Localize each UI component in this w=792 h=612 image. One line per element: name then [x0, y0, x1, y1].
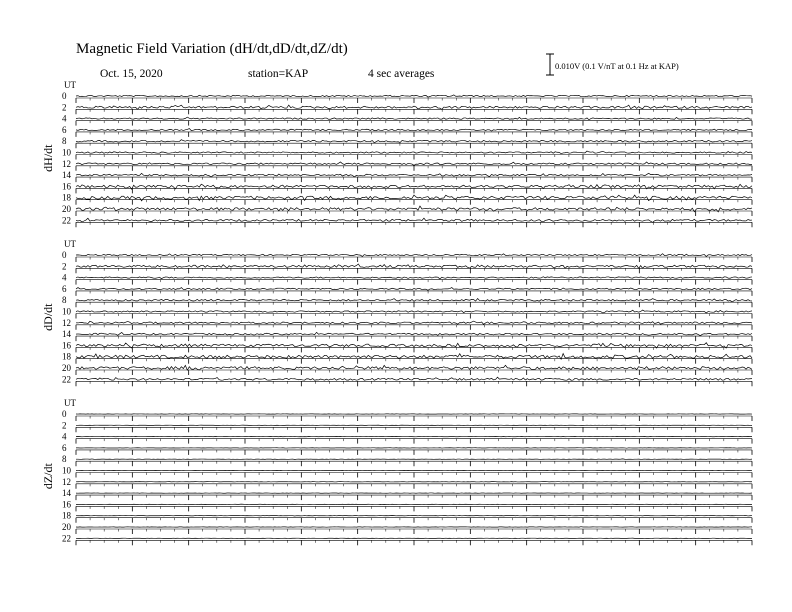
hour-label: 16: [62, 499, 71, 510]
trace-line: [76, 254, 752, 257]
hour-label: 6: [62, 283, 67, 294]
hour-label: 16: [62, 181, 71, 192]
hour-label: 2: [62, 420, 67, 431]
trace-line: [76, 365, 752, 370]
trace-line: [76, 151, 752, 154]
trace-line: [76, 288, 752, 291]
hour-label: 0: [62, 250, 67, 260]
trace-line: [76, 105, 752, 109]
trace-line: [76, 459, 752, 460]
scale-bar: [546, 54, 679, 75]
hour-label: 18: [62, 351, 71, 362]
panels: [41, 80, 752, 545]
hour-label: 4: [62, 272, 67, 283]
trace-line: [76, 377, 752, 380]
hour-label: 22: [62, 215, 71, 226]
hour-label: 4: [62, 113, 67, 124]
trace-line: [76, 162, 752, 165]
trace-line: [76, 173, 752, 177]
chart-title: Magnetic Field Variation (dH/dt,dD/dt,dZ/dt): [76, 41, 348, 57]
scale-bar-label: 0.010V (0.1 V/nT at 0.1 Hz at KAP): [555, 61, 679, 71]
hour-label: 16: [62, 340, 71, 351]
hour-label: 18: [62, 510, 71, 521]
trace-line: [76, 117, 752, 120]
hour-label: 10: [62, 465, 71, 476]
hour-label: 20: [62, 522, 71, 532]
hour-label: 18: [62, 192, 71, 203]
hour-label: 0: [62, 91, 67, 101]
trace-line: [76, 264, 752, 268]
panel-label: dD/dt: [41, 303, 55, 331]
trace-line: [76, 332, 752, 335]
trace-line: [76, 129, 752, 131]
hour-label: 6: [62, 442, 67, 453]
hour-label: 14: [62, 170, 71, 181]
hour-label: 12: [62, 476, 71, 487]
panel-label: dH/dt: [41, 144, 55, 172]
hour-label: 22: [62, 533, 71, 544]
hour-label: 0: [62, 409, 67, 419]
trace-line: [76, 321, 752, 324]
hour-label: 6: [62, 124, 67, 135]
trace-line: [76, 299, 752, 302]
trace-line: [76, 310, 752, 313]
hour-label: 2: [62, 261, 67, 272]
ut-axis-label: UT: [64, 239, 76, 249]
hour-label: 12: [62, 317, 71, 328]
trace-line: [76, 218, 752, 222]
hour-label: 20: [62, 363, 71, 373]
hour-label: 20: [62, 204, 71, 214]
hour-label: 4: [62, 431, 67, 442]
trace-line: [76, 95, 752, 97]
hour-label: 8: [62, 295, 67, 306]
ut-axis-label: UT: [64, 398, 76, 408]
hour-label: 8: [62, 136, 67, 147]
hour-label: 22: [62, 374, 71, 385]
ut-axis-label: UT: [64, 80, 76, 90]
hour-label: 14: [62, 488, 71, 499]
averaging-label: 4 sec averages: [368, 68, 435, 80]
date-label: Oct. 15, 2020: [100, 68, 163, 80]
hour-label: 2: [62, 102, 67, 113]
trace-line: [76, 515, 752, 516]
hour-label: 8: [62, 454, 67, 465]
trace-line: [76, 277, 752, 279]
trace-line: [76, 140, 752, 143]
hour-label: 10: [62, 147, 71, 158]
hour-label: 12: [62, 158, 71, 169]
station-label: station=KAP: [248, 68, 309, 80]
hour-label: 14: [62, 329, 71, 340]
panel-label: dZ/dt: [41, 463, 55, 490]
hour-label: 10: [62, 306, 71, 317]
